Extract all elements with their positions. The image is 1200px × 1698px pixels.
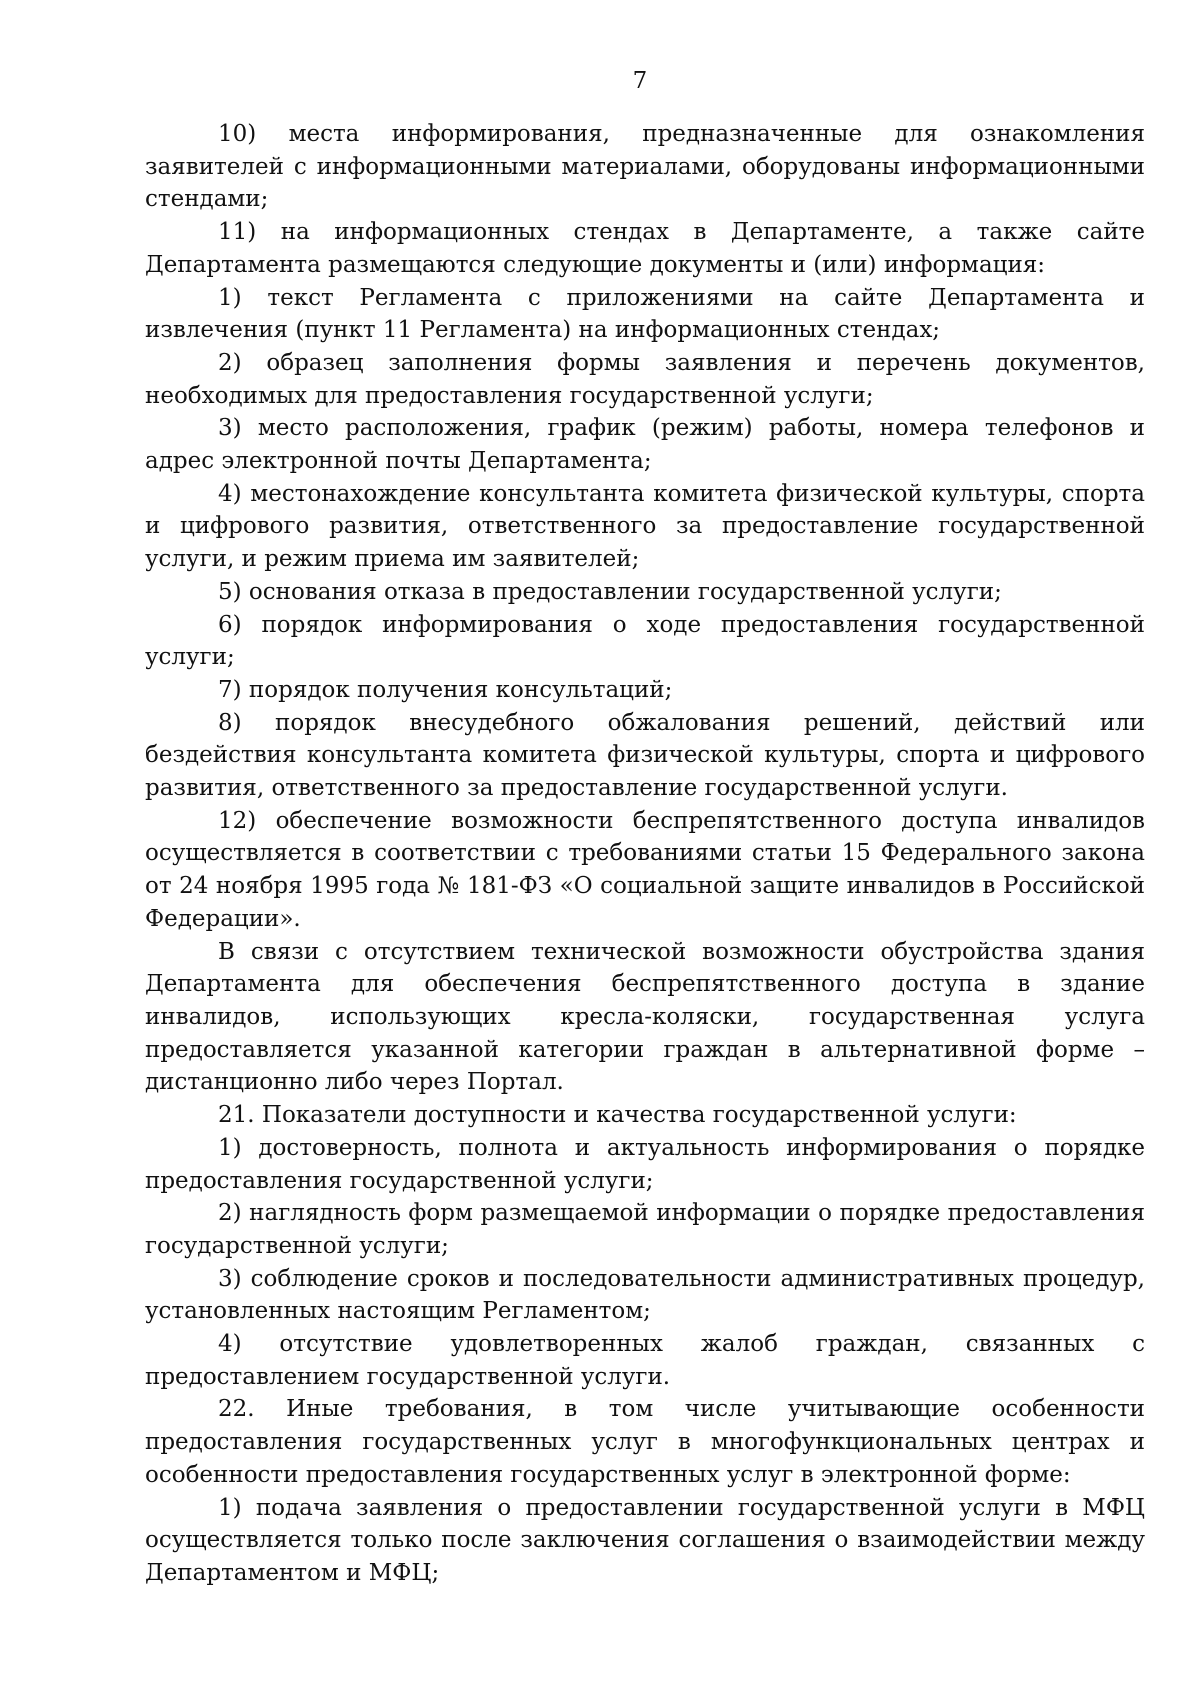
paragraph: 6) порядок информирования о ходе предоставления государственной услуги;	[145, 611, 1145, 671]
paragraph: 21. Показатели доступности и качества государственной услуги:	[218, 1102, 1017, 1129]
paragraph: 1) текст Регламента с приложениями на сайте Департамента и извлечения (пункт 11 Регламента) на информационных стендах;	[145, 284, 1145, 344]
paragraph: 22. Иные требования, в том числе учитывающие особенности предоставления государственных услуг в многофункциональных центрах и особенности предоставления государственных услуг в электронной форме:	[145, 1396, 1145, 1488]
document-body	[145, 118, 1145, 1590]
paragraph: 12) обеспечение возможности беспрепятственного доступа инвалидов осуществляется в соответствии с требованиями статьи 15 Федерального закона от 24 ноября 1995 года № 181-ФЗ «О социальной защите инвалидов в Российской Федерации».	[145, 807, 1145, 932]
paragraph: 4) местонахождение консультанта комитета физической культуры, спорта и цифрового развития, ответственного за предоставление государственной услуги, и режим приема им заявителей;	[145, 480, 1145, 573]
paragraph: 4) отсутствие удовлетворенных жалоб граждан, связанных с предоставлением государственной услуги.	[145, 1331, 1145, 1390]
page-number: 7	[632, 68, 648, 94]
paragraph: В связи с отсутствием технической возможности обустройства здания Департамента для обеспечения беспрепятственного доступа в здание инвалидов, использующих кресла-коляски, государственная услуга предоставляется указанной категории граждан в альтернативной форме – дистанционно либо через Портал.	[145, 938, 1145, 1096]
paragraph: 2) образец заполнения формы заявления и перечень документов, необходимых для предоставления государственной услуги;	[145, 349, 1145, 409]
paragraph: 3) соблюдение сроков и последовательности административных процедур, установленных настоящим Регламентом;	[145, 1265, 1145, 1325]
paragraph: 1) подача заявления о предоставлении государственной услуги в МФЦ осуществляется только после заключения соглашения о взаимодействии между Департаментом и МФЦ;	[145, 1494, 1145, 1586]
paragraph: 1) достоверность, полнота и актуальность информирования о порядке предоставления государственной услуги;	[145, 1134, 1145, 1194]
paragraph: 7) порядок получения консультаций;	[218, 676, 673, 703]
paragraph: 5) основания отказа в предоставлении государственной услуги;	[218, 578, 1002, 605]
paragraph: 2) наглядность форм размещаемой информации о порядке предоставления государственной услуги;	[145, 1200, 1145, 1259]
paragraph: 10) места информирования, предназначенные для ознакомления заявителей с информационными материалами, оборудованы информационными стендами;	[145, 121, 1145, 213]
paragraph: 3) место расположения, график (режим) работы, номера телефонов и адрес электронной почты Департамента;	[145, 415, 1145, 475]
paragraph: 8) порядок внесудебного обжалования решений, действий или бездействия консультанта комитета физической культуры, спорта и цифрового развития, ответственного за предоставление государственной услуги.	[145, 709, 1145, 802]
paragraph: 11) на информационных стендах в Департаменте, а также сайте Департамента размещаются следующие документы и (или) информация:	[145, 219, 1145, 278]
